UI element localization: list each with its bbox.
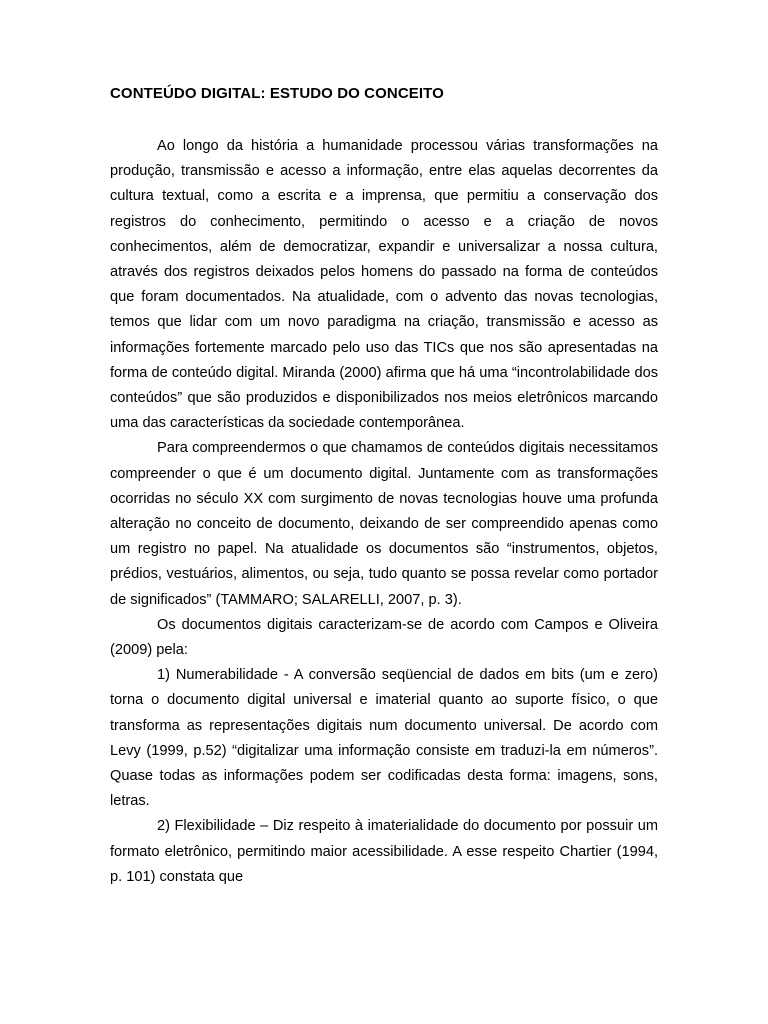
paragraph-numerability: 1) Numerabilidade - A conversão seqüencial de dados em bits (um e zero) torna o documento digital universal e imaterial quanto ao suporte físico, o que transforma as representações digitais num documento universal. De acordo com Levy (1999, p.52) “digitalizar uma informação consiste em traduzi-la em números”. Quase todas as informações podem ser codificadas desta forma: imagens, sons, letras. xyxy=(110,667,658,810)
paragraph-flexibility: 2) Flexibilidade – Diz respeito à imaterialidade do documento por possuir um formato eletrônico, permitindo maior acessibilidade. A esse respeito Chartier (1994, p. 101) constata que xyxy=(110,818,658,885)
document-page xyxy=(110,84,658,890)
paragraph-digital-document: Para compreendermos o que chamamos de conteúdos digitais necessitamos compreender o que é um documento digital. Juntamente com as transformações ocorridas no século XX com surgimento de novas tecnologias houve uma profunda alteração no conceito de documento, deixando de ser compreendido apenas como um registro no papel. Na atualidade os documentos são “instrumentos, objetos, prédios, vestuários, alimentos, ou seja, tudo quanto se possa revelar como portador de significados” (TAMMARO; SALARELLI, 2007, p. 3). xyxy=(110,440,658,608)
paragraph-intro: Ao longo da história a humanidade processou várias transformações na produção, transmissão e acesso a informação, entre elas aquelas decorrentes da cultura textual, como a escrita e a imprensa, que permitiu a conservação dos registros do conhecimento, permitindo o acesso e a criação de novos conhecimentos, além de democratizar, expandir e universalizar a nossa cultura, através dos registros deixados pelos homens do passado na forma de conteúdos que foram documentados. Na atualidade, com o advento das novas tecnologias, temos que lidar com um novo paradigma na criação, transmissão e acesso as informações fortemente marcado pelo uso das TICs que nos são apresentadas na forma de conteúdo digital. Miranda (2000) afirma que há uma “incontrolabilidade dos conteúdos” que são produzidos e disponibilizados nos meios eletrônicos marcando uma das características da sociedade contemporânea. xyxy=(110,138,658,432)
document-title: CONTEÚDO DIGITAL: ESTUDO DO CONCEITO xyxy=(110,85,444,102)
paragraph-characteristics: Os documentos digitais caracterizam-se de acordo com Campos e Oliveira (2009) pela: xyxy=(110,616,658,659)
